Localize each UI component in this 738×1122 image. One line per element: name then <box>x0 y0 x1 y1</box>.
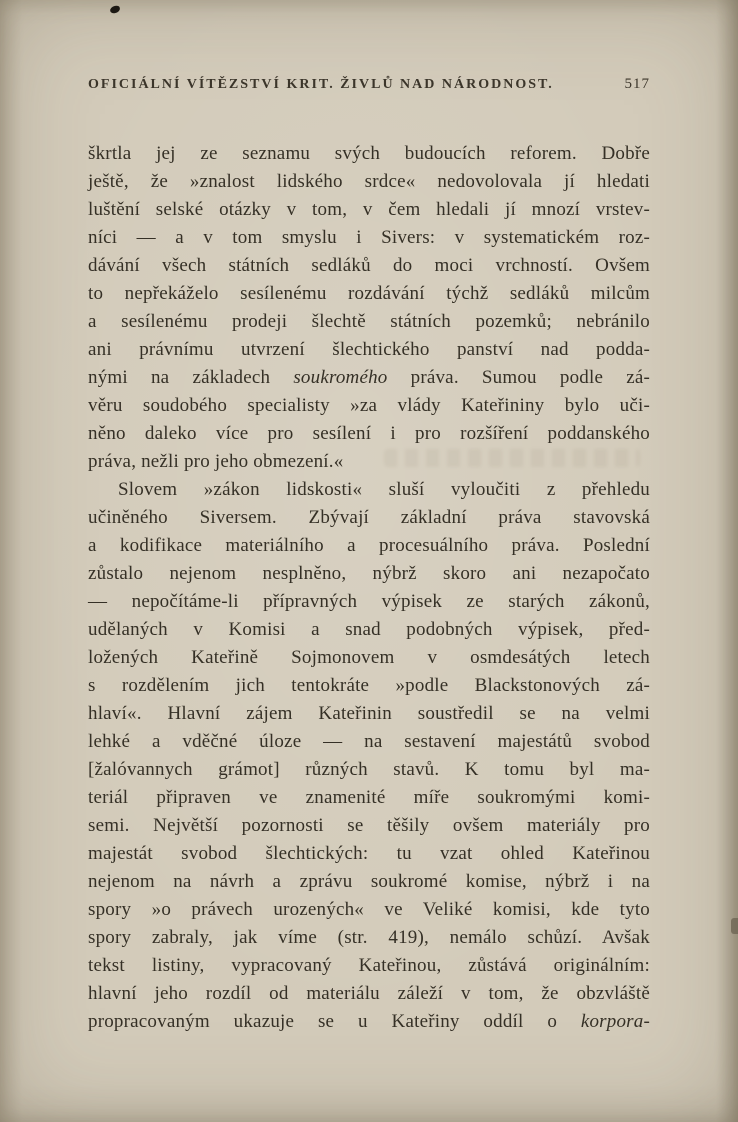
text-line: hlaví«. Hlavní zájem Kateřinin soustředil se na velmi <box>88 703 650 724</box>
text-block <box>88 140 650 1036</box>
text-line: spory »o právech urozených« ve Veliké komisi, kde tyto <box>88 899 650 920</box>
text-line: spory zabraly, jak víme (str. 419), nemálo schůzí. Avšak <box>88 927 650 948</box>
text-line: tekst listiny, vypracovaný Kateřinou, zůstává originálním: <box>88 955 650 976</box>
scan-edge-mark-artifact <box>731 918 738 934</box>
text-line: ložených Kateřině Sojmonovem v osmdesátých letech <box>88 647 650 668</box>
text-line: ještě, že »znalost lidského srdce« nedovolovala jí hledati <box>88 171 650 192</box>
text-segment-italic: soukromého <box>293 367 388 388</box>
text-line: ani právnímu utvrzení šlechtického panství nad podda- <box>88 339 650 360</box>
text-line: nejenom na návrh a zprávu soukromé komise, nýbrž i na <box>88 871 650 892</box>
text-line: — nepočítáme-li přípravných výpisek ze starých zákonů, <box>88 591 650 612</box>
text-line <box>88 364 650 392</box>
paragraph-2 <box>88 476 650 1036</box>
text-line: zůstalo nejenom nesplněno, nýbrž skoro ani nezapočato <box>88 563 650 584</box>
text-line: něno daleko více pro sesílení i pro rozšíření poddanského <box>88 423 650 444</box>
text-line: níci — a v tom smyslu i Sivers: v systematickém roz- <box>88 227 650 248</box>
text-line: udělaných v Komisi a snad podobných výpisek, před- <box>88 619 650 640</box>
text-line: semi. Největší pozornosti se těšily ovšem materiály pro <box>88 815 650 836</box>
running-header <box>88 76 650 93</box>
text-line: dávání všech státních sedláků do moci vrchností. Ovšem <box>88 255 650 276</box>
text-line: hlavní jeho rozdíl od materiálu záleží v tom, že obzvláště <box>88 983 650 1004</box>
text-line: luštění selské otázky v tom, v čem hledali jí mnozí vrstev- <box>88 199 650 220</box>
text-line: lehké a vděčné úloze — na sestavení majestátů svobod <box>88 731 650 752</box>
text-line: majestát svobod šlechtických: tu vzat ohled Kateřinou <box>88 843 650 864</box>
text-line <box>88 1008 650 1036</box>
running-header-title: OFICIÁLNÍ VÍTĚZSTVÍ KRIT. ŽIVLŮ NAD NÁRODNOST. <box>88 77 554 92</box>
text-line: učiněného Siversem. Zbývají základní práva stavovská <box>88 507 650 528</box>
text-line: a sesílenému prodeji šlechtě státních pozemků; nebránilo <box>88 311 650 332</box>
text-segment: práva. Sumou podle zá- <box>387 367 650 388</box>
text-line: a kodifikace materiálního a procesuálního práva. Poslední <box>88 535 650 556</box>
text-line: to nepřekáželo sesílenému rozdávání týchž sedláků milcům <box>88 283 650 304</box>
text-segment: propracovaným ukazuje se u Kateřiny oddíl o <box>88 1011 581 1032</box>
text-segment: nými na základech <box>88 367 294 388</box>
text-line: práva, nežli pro jeho obmezení.« <box>88 451 344 472</box>
page-number: 517 <box>624 76 650 92</box>
paragraph-1 <box>88 140 650 476</box>
text-line: [žalóvannych grámot] různých stavů. K tomu byl ma- <box>88 759 650 780</box>
text-line: teriál připraven ve znamenité míře soukromými komi- <box>88 787 650 808</box>
text-line: Slovem »zákon lidskosti« sluší vyloučiti z přehledu <box>118 479 650 500</box>
text-line: věru soudobého specialisty »za vlády Kateřininy bylo uči- <box>88 395 650 416</box>
text-line: s rozdělením jich tentokráte »podle Blackstonových zá- <box>88 675 650 696</box>
text-line: škrtla jej ze seznamu svých budoucích reforem. Dobře <box>88 143 650 164</box>
text-segment-italic: korpora- <box>580 1011 650 1032</box>
